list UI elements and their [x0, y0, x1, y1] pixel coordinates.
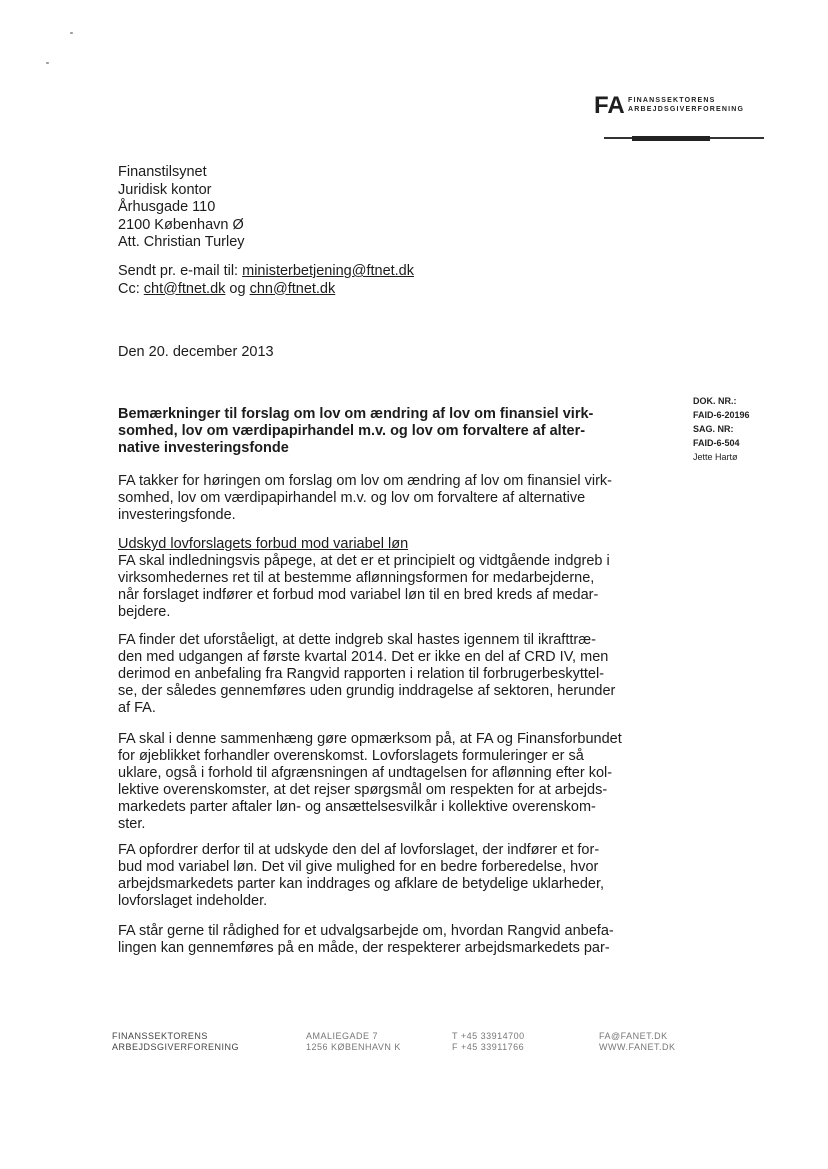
heading-line: somhed, lov om værdipapirhandel m.v. og lov om forvaltere af alter- [118, 423, 586, 439]
section-block [118, 536, 610, 621]
document-meta [693, 394, 750, 464]
scan-speck [70, 32, 73, 34]
section-title: Udskyd lovforslagets forbud mod variabel løn [118, 536, 409, 552]
address-line: Juridisk kontor [118, 181, 212, 198]
paragraph-line: arbejdsmarkedets parter kan inddrages og afklare de betydelige uklarheder, [118, 876, 605, 892]
paragraph-line: af FA. [118, 700, 156, 716]
footer-email[interactable]: FA@FANET.DK [599, 1031, 668, 1041]
sent-block [118, 263, 414, 298]
footer-organization [112, 1031, 239, 1053]
logo-bar-thick [632, 136, 710, 141]
paragraph-line: FA takker for høringen om forslag om lov om ændring af lov om finansiel virk- [118, 473, 612, 489]
fa-logo [594, 94, 774, 150]
author: Jette Hartø [693, 452, 738, 462]
logo-bar [604, 136, 764, 141]
logo-text [628, 96, 744, 114]
footer-website[interactable]: WWW.FANET.DK [599, 1042, 676, 1052]
paragraph-5 [118, 923, 614, 957]
address-line: Århusgade 110 [118, 199, 216, 215]
paragraph-line: bejdere. [118, 604, 171, 620]
paragraph-line: markedets parter aftaler løn- og ansættelsesvilkår i kollektive overenskom- [118, 799, 596, 815]
footer-phone [452, 1031, 525, 1053]
paragraph-line: for øjeblikket forhandler overenskomst. Lovforslagets formuleringer er så [118, 748, 584, 764]
footer-address [306, 1031, 401, 1053]
paragraph-line: se, der således gennemføres uden grundig inddragelse af sektoren, herunder [118, 683, 616, 699]
footer-address-line-1: AMALIEGADE 7 [306, 1031, 379, 1041]
address-line: 2100 København Ø [118, 216, 244, 233]
paragraph-line: FA skal i denne sammenhæng gøre opmærksom på, at FA og Finansforbundet [118, 731, 622, 747]
paragraph-line: FA finder det uforståeligt, at dette indgreb skal hastes igennem til ikrafttræ- [118, 632, 596, 648]
paragraph-line: når forslaget indfører et forbud mod variabel løn til en bred kreds af medar- [118, 587, 599, 603]
sag-label: SAG. NR: [693, 424, 734, 434]
recipient-address [118, 164, 245, 252]
paragraph-line: FA opfordrer derfor til at udskyde den del af lovforslaget, der indfører et for- [118, 842, 600, 858]
letter-date: Den 20. december 2013 [118, 344, 274, 360]
cc-email-link-1[interactable]: cht@ftnet.dk [143, 280, 226, 297]
footer-org-line-1: FINANSSEKTORENS [112, 1031, 208, 1041]
sent-prefix: Sendt pr. e-mail til: [118, 263, 243, 279]
footer-fax: F +45 33911766 [452, 1042, 525, 1052]
logo-line-2: ARBEJDSGIVERFORENING [628, 106, 745, 113]
dok-label: DOK. NR.: [693, 396, 737, 406]
intro-paragraph [118, 473, 612, 524]
footer-web [599, 1031, 676, 1053]
address-line: Finanstilsynet [118, 164, 207, 180]
letter-heading [118, 406, 593, 457]
footer-address-line-2: 1256 KØBENHAVN K [306, 1042, 401, 1052]
paragraph-line: den med udgangen af første kvartal 2014. Det er ikke en del af CRD IV, men [118, 649, 609, 665]
sag-value: FAID-6-504 [693, 438, 740, 448]
sent-email-link[interactable]: ministerbetjening@ftnet.dk [242, 263, 414, 279]
paragraph-2 [118, 632, 615, 717]
heading-line: Bemærkninger til forslag om lov om ændring af lov om finansiel virk- [118, 406, 594, 422]
paragraph-line: lingen kan gennemføres på en måde, der respekterer arbejdsmarkedets par- [118, 940, 610, 956]
paragraph-line: ster. [118, 816, 146, 832]
paragraph-line: investeringsfonde. [118, 507, 236, 523]
paragraph-line: uklare, også i forhold til afgrænsningen af undtagelsen for aflønning efter kol- [118, 765, 613, 781]
scan-speck [46, 62, 49, 64]
paragraph-line: FA står gerne til rådighed for et udvalgsarbejde om, hvordan Rangvid anbefa- [118, 923, 614, 939]
address-line: Att. Christian Turley [118, 234, 245, 250]
heading-line: native investeringsfonde [118, 440, 289, 456]
footer-org-line-2: ARBEJDSGIVERFORENING [112, 1042, 240, 1052]
paragraph-line: FA skal indledningsvis påpege, at det er et principielt og vidtgående indgreb i [118, 553, 610, 569]
cc-prefix: Cc: [118, 280, 144, 297]
cc-mid: og [225, 280, 250, 297]
paragraph-line: derimod en anbefaling fra Rangvid rapporten i relation til forbrugerbeskyttel- [118, 666, 605, 682]
paragraph-line: lektive overenskomster, at det rejser spørgsmål om respekten for at arbejds- [118, 782, 608, 798]
logo-line-1: FINANSSEKTORENS [628, 97, 716, 104]
paragraph-line: bud mod variabel løn. Det vil give mulighed for en bedre forberedelse, hvor [118, 859, 599, 875]
paragraph-3 [118, 731, 622, 833]
cc-email-link-2[interactable]: chn@ftnet.dk [249, 280, 336, 297]
footer-telephone: T +45 33914700 [452, 1031, 525, 1041]
sent-line [118, 263, 414, 281]
paragraph-line: somhed, lov om værdipapirhandel m.v. og lov om forvaltere af alternative [118, 490, 586, 506]
paragraph-line: lovforslaget indeholder. [118, 893, 268, 909]
paragraph-4 [118, 842, 604, 910]
paragraph-line: virksomhedernes ret til at bestemme aflønningsformen for medarbejderne, [118, 570, 595, 586]
logo-mark: FA [594, 92, 625, 119]
dok-value: FAID-6-20196 [693, 410, 750, 420]
cc-line [118, 281, 414, 299]
